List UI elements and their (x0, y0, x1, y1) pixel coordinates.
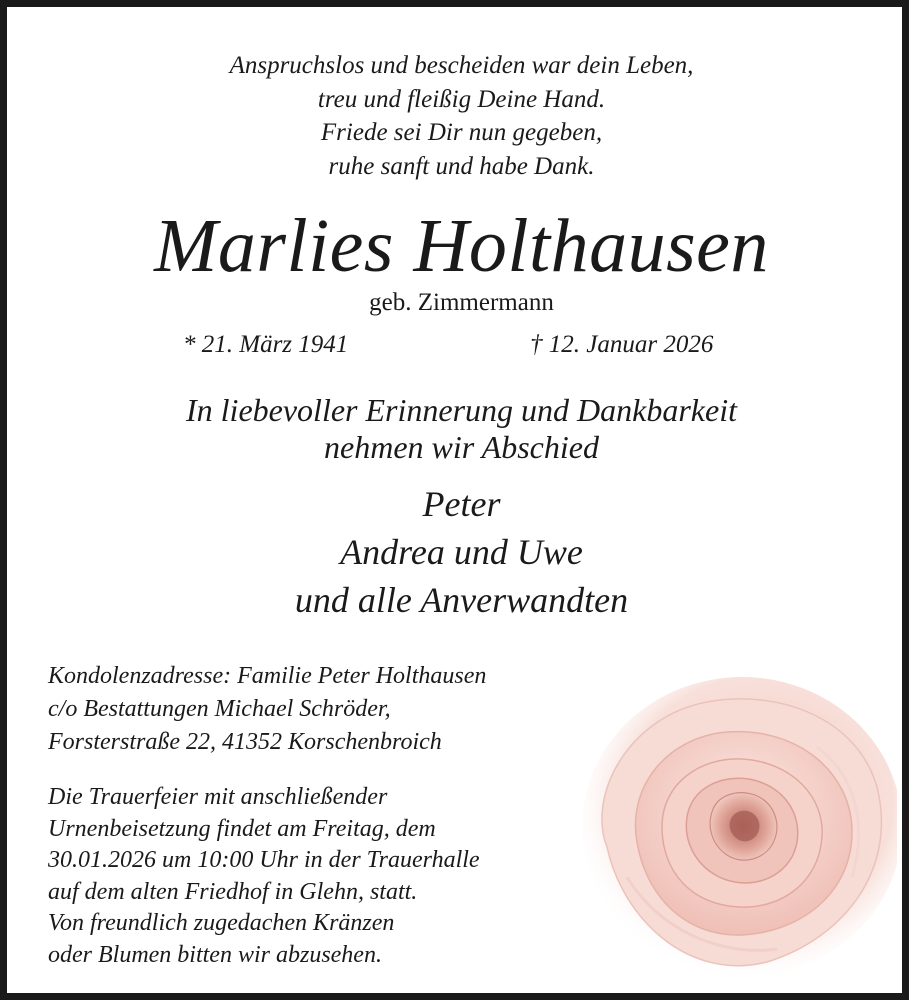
verse (7, 49, 909, 183)
mourner-line: Andrea und Uwe (340, 532, 583, 572)
death-date: † 12. Januar 2026 (530, 331, 714, 358)
mourners (7, 480, 909, 624)
verse-line: treu und fleißig Deine Hand. (317, 85, 606, 113)
verse-line: Anspruchslos und bescheiden war dein Leben, (229, 52, 694, 79)
deceased-name: Marlies Holthausen (154, 204, 769, 288)
birth-date: * 21. März 1941 (183, 331, 349, 358)
verse-line: ruhe sanft und habe Dank. (328, 152, 595, 180)
maiden-name: geb. Zimmermann (369, 289, 554, 316)
funeral-line: Urnenbeisetzung findet am Freitag, dem (48, 815, 436, 842)
mourner-line: und alle Anverwandten (294, 580, 629, 620)
farewell-text (7, 392, 909, 466)
funeral-line: oder Blumen bitten wir abzusehen. (48, 941, 382, 968)
condolence-line: Forsterstraße 22, 41352 Korschenbroich (48, 729, 442, 755)
farewell-line: In liebevoller Erinnerung und Dankbarkeit (186, 392, 737, 428)
funeral-notice (48, 782, 480, 971)
condolence-line: c/o Bestattungen Michael Schröder, (48, 696, 391, 722)
verse-line: Friede sei Dir nun gegeben, (320, 119, 603, 146)
funeral-line: Von freundlich zugedachen Kränzen (48, 910, 395, 936)
funeral-line: Die Trauerfeier mit anschließender (48, 784, 388, 810)
funeral-line: 30.01.2026 um 10:00 Uhr in der Trauerhalle (48, 847, 480, 873)
condolence-line: Kondolenzadresse: Familie Peter Holthausen (48, 663, 487, 689)
mourner-line: Peter (422, 484, 501, 524)
condolence-address (48, 660, 486, 759)
funeral-line: auf dem alten Friedhof in Glehn, statt. (48, 878, 418, 905)
rose-image (567, 677, 897, 987)
farewell-line: nehmen wir Abschied (324, 429, 599, 465)
